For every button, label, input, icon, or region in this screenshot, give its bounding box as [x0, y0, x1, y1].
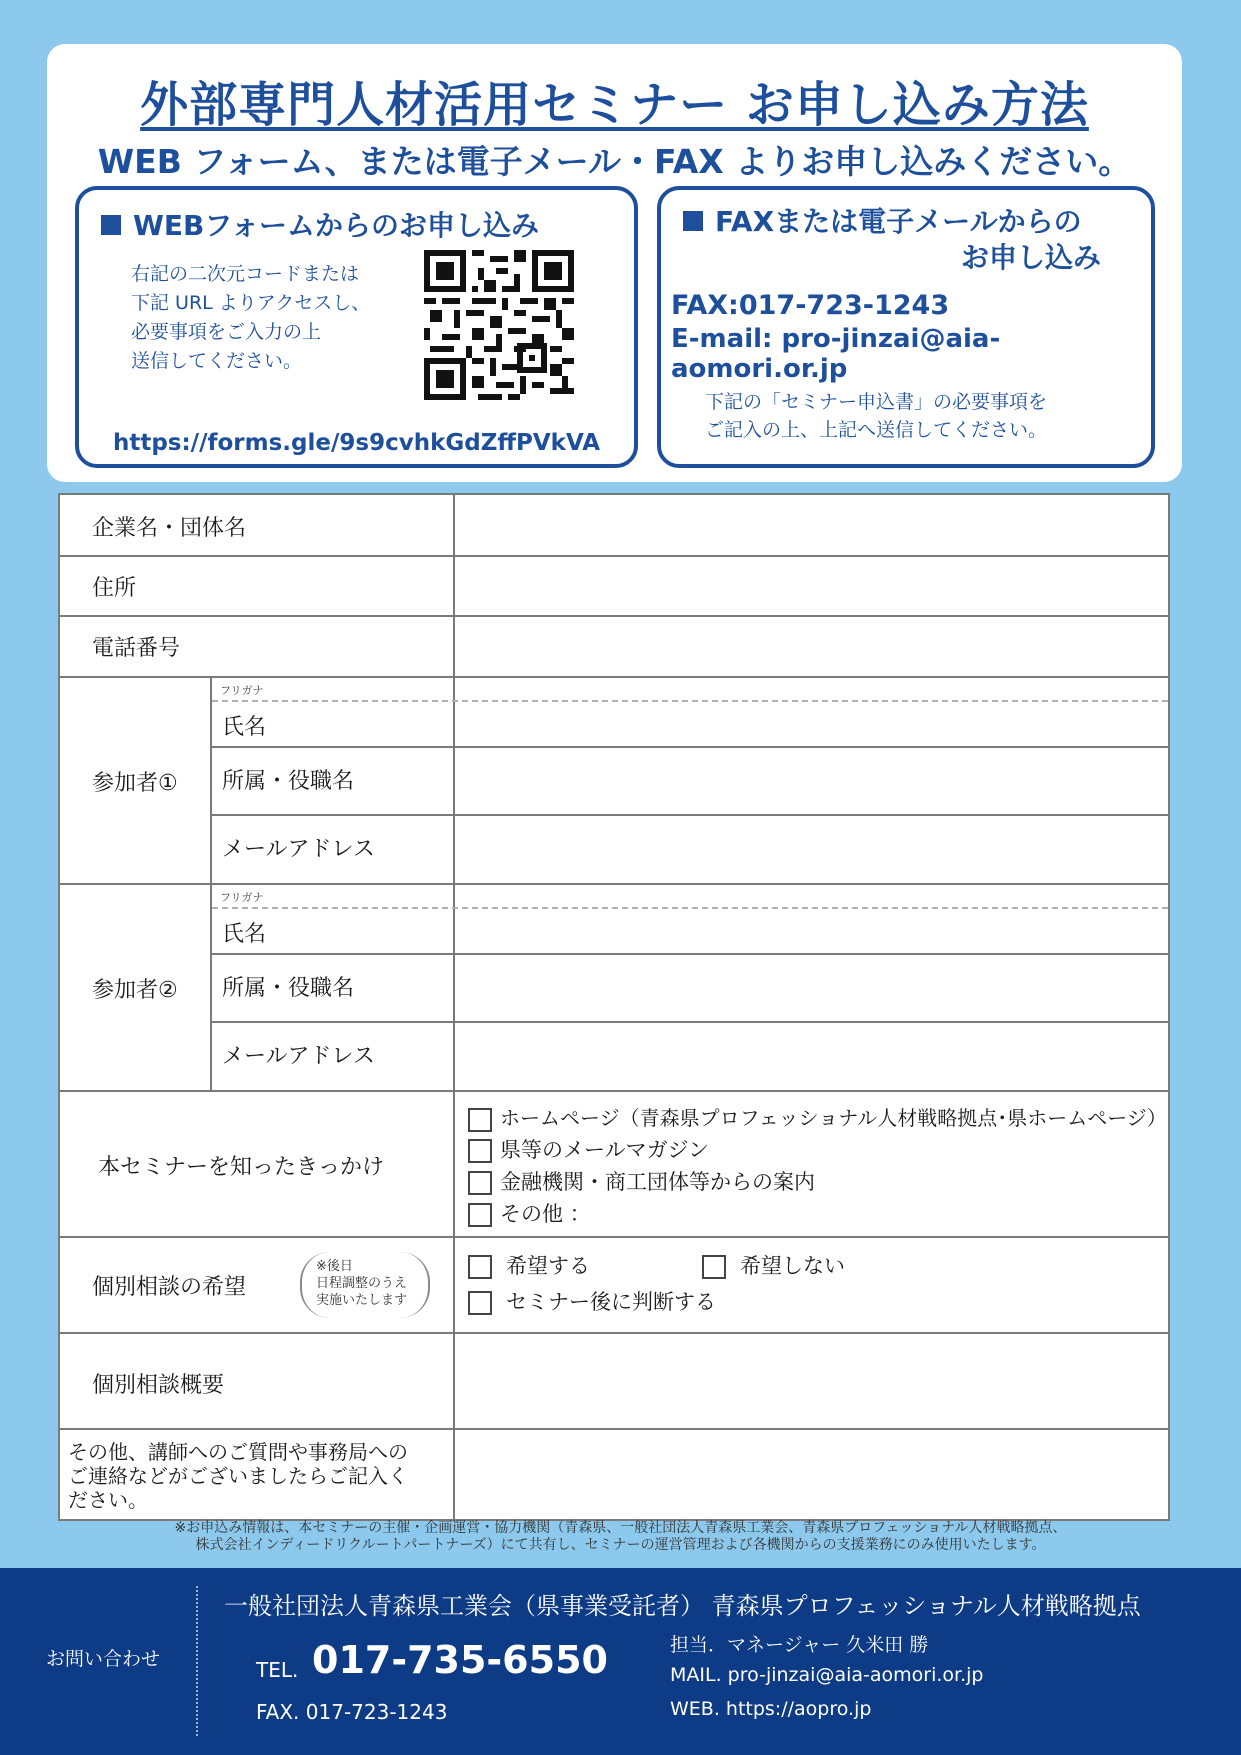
- row-phone: [60, 615, 1168, 676]
- checkbox[interactable]: [468, 1291, 492, 1315]
- web-instructions: 右記の二次元コードまたは 下記 URL よりアクセスし、 必要事項をご入力の上 送信してください。: [131, 263, 371, 372]
- consult-wish-label: 個別相談の希望: [92, 1275, 247, 1300]
- participant-2-block: [60, 883, 1168, 1090]
- name-label: 氏名: [222, 715, 267, 740]
- web-box-heading: WEBフォームからのお申し込み: [101, 208, 539, 244]
- checkbox[interactable]: [468, 1108, 492, 1132]
- tel-number[interactable]: 017-735-6550: [312, 1638, 608, 1682]
- consult-summary-input[interactable]: [455, 1334, 1168, 1428]
- name-label: 氏名: [222, 922, 267, 947]
- footer-divider: [196, 1586, 198, 1736]
- company-label: 企業名・団体名: [92, 516, 247, 541]
- email-address[interactable]: E-mail: pro-jinzai@aia-aomori.or.jp: [671, 324, 1001, 384]
- participant-1-label: 参加者①: [92, 771, 178, 796]
- phone-input[interactable]: [455, 617, 1168, 676]
- other-questions-input[interactable]: [455, 1430, 1168, 1521]
- participant-1-name-input[interactable]: [455, 702, 1168, 746]
- participant-2-email-input[interactable]: [455, 1023, 1168, 1090]
- option-homepage[interactable]: ホームページ（青森県プロフェッショナル人材戦略拠点･県ホームページ）: [468, 1102, 1167, 1132]
- affiliation-label: 所属・役職名: [222, 769, 355, 794]
- fax-instructions: 下記の「セミナー申込書」の必要事項を ご記入の上、上記へ送信してください。: [705, 391, 1048, 441]
- footer-contact: [0, 1568, 1241, 1755]
- email-label: メールアドレス: [222, 1044, 375, 1069]
- row-other-questions: [60, 1428, 1168, 1521]
- row-company: [60, 495, 1168, 555]
- application-method-card: [47, 44, 1182, 482]
- contact-label: お問い合わせ: [46, 1648, 161, 1670]
- option-wish-yes[interactable]: 希望する: [468, 1250, 590, 1280]
- option-wish-no[interactable]: 希望しない: [702, 1250, 845, 1280]
- page-subtitle: WEB フォーム、または電子メール・FAX よりお申し込みください。: [97, 142, 1132, 181]
- row-address: [60, 555, 1168, 615]
- sub-column-divider: [210, 678, 212, 883]
- consult-summary-label: 個別相談概要: [92, 1373, 225, 1398]
- company-input[interactable]: [455, 495, 1168, 555]
- tel-label: TEL.: [256, 1658, 299, 1682]
- organization-name: 一般社団法人青森県工業会（県事業受託者） 青森県プロフェッショナル人材戦略拠点: [224, 1592, 1141, 1620]
- square-bullet-icon: [101, 215, 121, 235]
- row-how-known: [60, 1090, 1168, 1236]
- fax-number: FAX:017-723-1243: [671, 290, 950, 321]
- participant-1-affiliation-input[interactable]: [455, 748, 1168, 814]
- checkbox[interactable]: [468, 1171, 492, 1195]
- footer-fax: FAX. 017-723-1243: [256, 1700, 448, 1724]
- email-label: メールアドレス: [222, 837, 375, 862]
- other-questions-label: その他、講師へのご質問や事務局への ご連絡などがございましたらご記入く ださい。: [68, 1440, 408, 1512]
- furigana-label: フリガナ: [220, 891, 264, 904]
- footer-mail[interactable]: MAIL. pro-jinzai@aia-aomori.or.jp: [670, 1664, 984, 1686]
- address-input[interactable]: [455, 557, 1168, 615]
- participant-1-block: [60, 676, 1168, 883]
- checkbox[interactable]: [468, 1139, 492, 1163]
- fax-box-heading-line2: お申し込み: [961, 241, 1102, 274]
- option-other[interactable]: その他 ：: [468, 1198, 591, 1228]
- web-form-box: [75, 186, 638, 468]
- footer-web[interactable]: WEB. https://aopro.jp: [670, 1698, 872, 1720]
- web-form-url[interactable]: https://forms.gle/9s9cvhkGdZffPVkVA: [112, 430, 601, 456]
- row-consult-wish: [60, 1236, 1168, 1332]
- participant-1-email-input[interactable]: [455, 816, 1168, 883]
- row-consult-summary: [60, 1332, 1168, 1428]
- how-known-label: 本セミナーを知ったきっかけ: [98, 1155, 385, 1180]
- address-label: 住所: [92, 576, 137, 601]
- sub-column-divider: [210, 885, 212, 1090]
- phone-label: 電話番号: [92, 636, 181, 661]
- square-bullet-icon: [683, 211, 703, 231]
- fax-box-heading: FAXまたは電子メールからの: [683, 204, 1082, 240]
- option-decide-later[interactable]: セミナー後に判断する: [468, 1286, 716, 1316]
- participant-2-name-input[interactable]: [455, 909, 1168, 953]
- option-mail-magazine[interactable]: 県等のメールマガジン: [468, 1134, 709, 1164]
- contact-person: 担当．マネージャー 久米田 勝: [670, 1634, 929, 1656]
- participant-2-affiliation-input[interactable]: [455, 955, 1168, 1021]
- checkbox[interactable]: [468, 1203, 492, 1227]
- consult-note: ※後日 日程調整のうえ 実施いたします: [300, 1252, 430, 1318]
- affiliation-label: 所属・役職名: [222, 976, 355, 1001]
- participant-2-label: 参加者②: [92, 978, 178, 1003]
- qr-code-icon[interactable]: [424, 250, 574, 400]
- privacy-notice: ※お申込み情報は、本セミナーの主催・企画運営・協力機関（青森県、一般社団法人青森県工業会、青森県プロフェッショナル人材戦略拠点、 株式会社インディードリクルートパートナーズ）にて共有し、セミナーの運営管理および各機関からの支援業務にのみ使用いたします。: [174, 1520, 1067, 1553]
- application-form-table: [58, 493, 1170, 1521]
- fax-email-box: [657, 186, 1155, 468]
- page-title: 外部専門人材活用セミナー お申し込み方法: [140, 77, 1089, 133]
- checkbox[interactable]: [468, 1255, 492, 1279]
- checkbox[interactable]: [702, 1255, 726, 1279]
- furigana-label: フリガナ: [220, 684, 264, 697]
- option-financial-institution[interactable]: 金融機関・商工団体等からの案内: [468, 1166, 815, 1196]
